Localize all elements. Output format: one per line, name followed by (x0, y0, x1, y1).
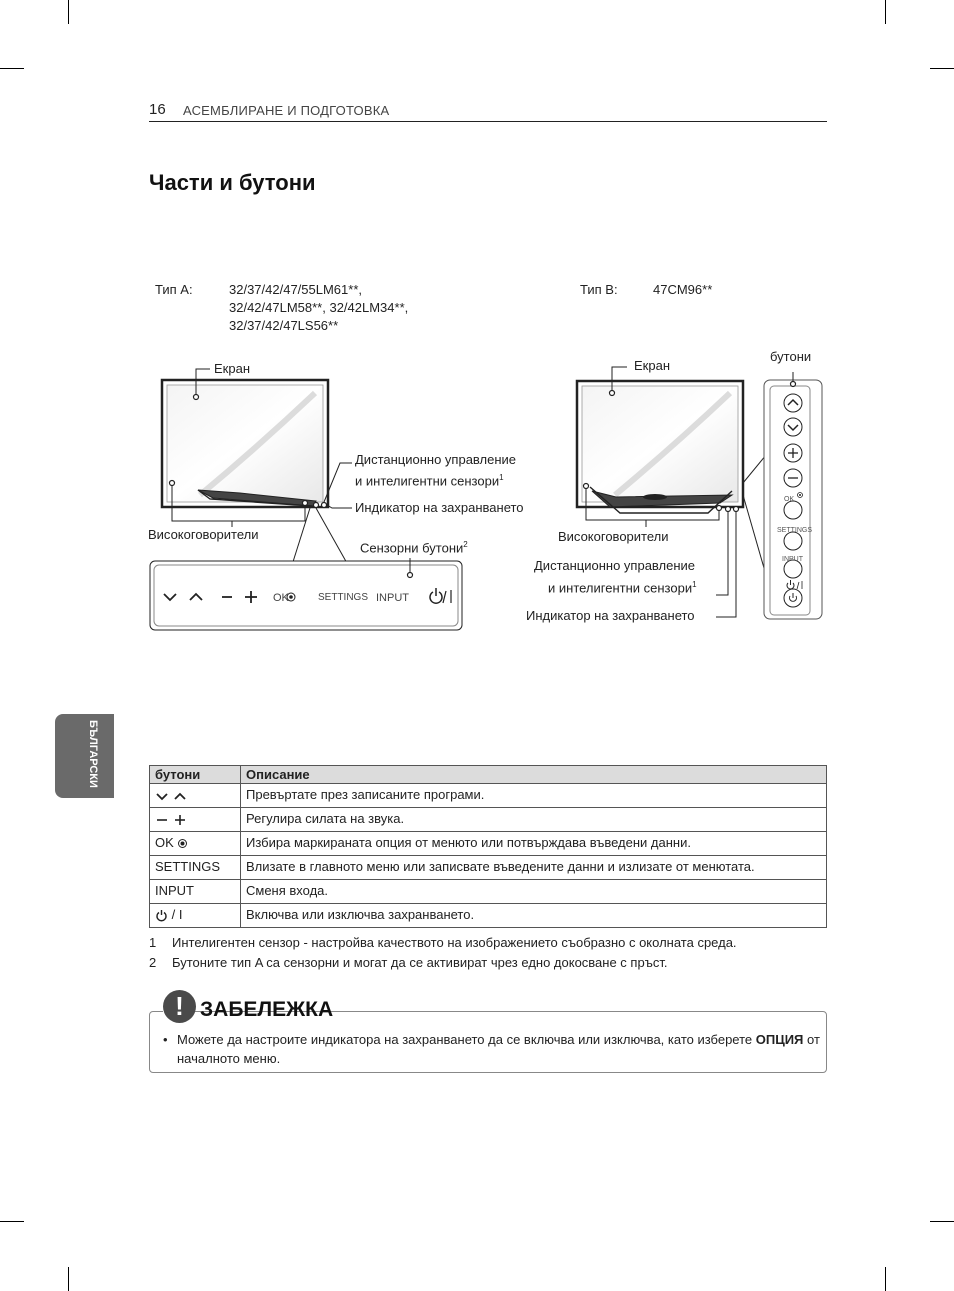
type-a-model: 32/42/47LM58**, 32/42LM34**, (229, 300, 409, 315)
section-title: АСЕМБЛИРАНЕ И ПОДГОТОВКА (183, 103, 390, 118)
table-row (150, 784, 827, 808)
crop-mark (930, 68, 954, 69)
page-number: 16 (149, 101, 166, 118)
buttons-table (149, 765, 827, 928)
type-a-model: 32/37/42/47LS56** (229, 318, 339, 333)
table-row (150, 808, 827, 832)
table-row (150, 904, 827, 928)
table-row (150, 880, 827, 904)
language-tab-label: БЪЛГАРСКИ (87, 720, 99, 788)
remote-label: и интелигентни сензори$^1$ (355, 473, 504, 489)
power-indicator-label: Индикатор на захранването (355, 500, 524, 515)
page-title: Части и бутони (149, 170, 316, 195)
remote-label: Дистанционно управление (355, 452, 517, 467)
footnote: 2 Бутоните тип A са сензорни и могат да се активират чрез едно докосване с пръст. (149, 955, 668, 970)
table-header-row (150, 766, 827, 784)
table-cell: Избира маркираната опция от менюто или потвърждава въведени данни. (241, 832, 827, 856)
panel-ok-label: OK (784, 496, 795, 503)
column-header: бутони (150, 766, 241, 784)
crop-mark (68, 1267, 69, 1291)
type-b-label: Тип B: (580, 282, 618, 297)
note-header (163, 990, 334, 1026)
speakers-label: Високоговорители (558, 529, 669, 544)
crop-mark (0, 1221, 24, 1222)
crop-mark (68, 0, 69, 24)
table-cell: Включва или изключва захранването. (241, 904, 827, 928)
language-tab (55, 714, 114, 798)
chevron-up-icon (173, 791, 187, 801)
type-a-label: Тип A: (155, 282, 193, 297)
screen-label: Екран (214, 361, 250, 376)
panel-input-label: INPUT (376, 592, 409, 604)
panel-settings-label: SETTINGS (777, 527, 813, 534)
note-text: • Можете да настроите индикатора на захранването да се включва или изключва, като изберете ОПЦИЯ от началното меню. (163, 1032, 820, 1066)
table-cell: Превъртате през записаните програми. (241, 784, 827, 808)
ok-dot-icon (177, 838, 188, 849)
bullet: • (163, 1032, 168, 1047)
crop-mark (930, 1221, 954, 1222)
power-indicator-label: Индикатор на захранването (526, 608, 695, 623)
plus-icon (173, 814, 187, 826)
tv-a (162, 380, 328, 508)
power-label: / I (171, 907, 183, 922)
panel-ok-label: OK (273, 592, 289, 604)
speakers-label: Високоговорители (148, 527, 259, 542)
table-cell: SETTINGS (150, 856, 241, 880)
header-divider (149, 121, 827, 122)
table-row (150, 832, 827, 856)
table-row (150, 856, 827, 880)
type-a-model: 32/37/42/47/55LM61**, (229, 282, 362, 297)
note-title: ЗАБЕЛЕЖКА (200, 998, 334, 1021)
table-cell: Сменя входа. (241, 880, 827, 904)
chevron-down-icon (155, 791, 169, 801)
table-cell: Регулира силата на звука. (241, 808, 827, 832)
minus-icon (155, 814, 169, 826)
tv-b (577, 381, 743, 513)
screen-label: Екран (634, 358, 670, 373)
crop-mark (885, 0, 886, 24)
touch-buttons-label: Сензорни бутони$^2$ (360, 540, 468, 556)
power-icon (155, 909, 168, 922)
type-b-model: 47CM96** (653, 282, 713, 297)
remote-label: Дистанционно управление (534, 558, 696, 573)
exclamation-icon: ! (163, 990, 196, 1023)
column-header: Описание (241, 766, 827, 784)
buttons-label: бутони (770, 349, 812, 364)
table-cell: INPUT (150, 880, 241, 904)
ok-label: OK (155, 835, 174, 850)
tv-type-a-diagram (140, 355, 470, 635)
panel-settings-label: SETTINGS (318, 592, 369, 603)
table-cell: Влизате в главното меню или записвате въведените данни и излизате от менютата. (241, 856, 827, 880)
panel-input-label: INPUT (782, 556, 803, 563)
footnote: 1 Интелигентен сензор - настройва качеството на изображението съобразно с околната среда. (149, 935, 737, 950)
crop-mark (885, 1267, 886, 1291)
remote-label: и интелигентни сензори$^1$ (548, 580, 697, 596)
crop-mark (0, 68, 24, 69)
